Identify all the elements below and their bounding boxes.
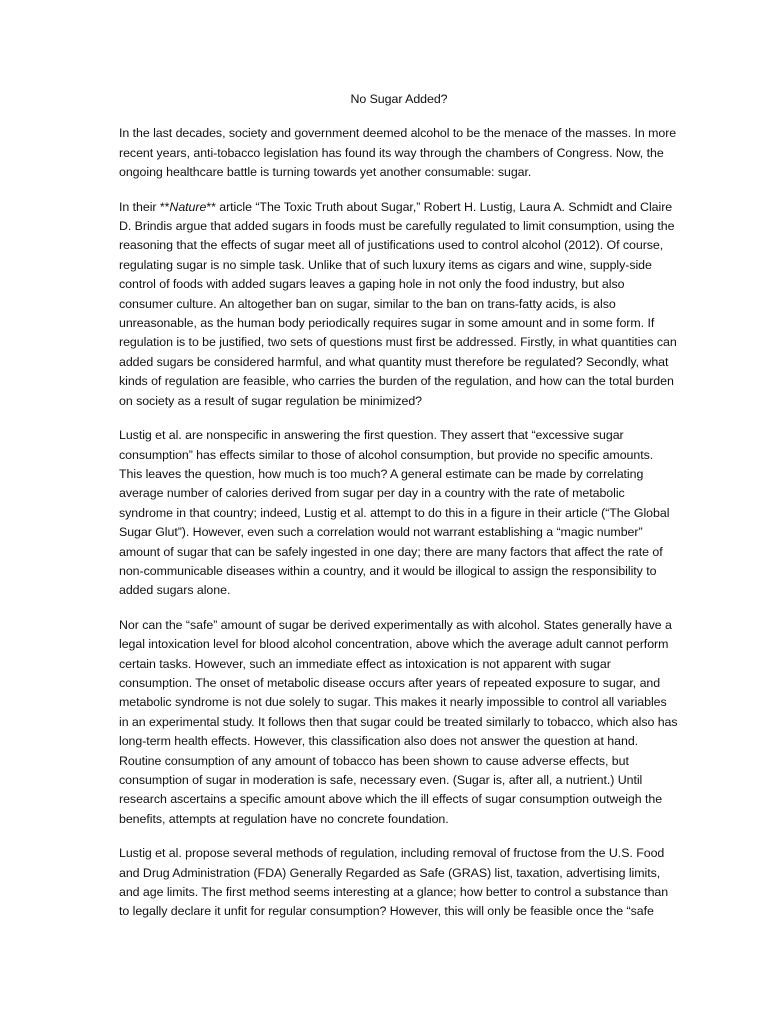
paragraph-intro-text: In the last decades, society and government deemed alcohol to be the menace of the masses. In more recent years, anti-tobacco legislation has found its way through the chambers of Congress. Now, the ongoing healthcare battle is turning towards yet another consumable: sugar. — [119, 126, 677, 180]
paragraph-regulation-methods-text: Lustig et al. propose several methods of regulation, including removal of fructose from the U.S. Food and Drug Administration (FDA) Generally Regarded as Safe (GRAS) list, taxation, advertising limits, and age limits. The first method seems interesting at a glance; how better to control a substance than to legally declare it unfit for regular consumption? However, this will only be feasible once the “safe — [119, 846, 669, 919]
paragraph-first-question — [119, 426, 679, 601]
paragraph-nature-article — [119, 198, 679, 411]
paragraph-intro — [119, 124, 679, 182]
journal-name-italic: Nature — [169, 199, 207, 214]
paragraph-nature-before: In their ** — [119, 199, 170, 214]
paragraph-safe-amount — [119, 616, 679, 829]
document-title: No Sugar Added? — [350, 92, 448, 106]
paragraph-nature-after: ** article “The Toxic Truth about Sugar,” Robert H. Lustig, Laura A. Schmidt and Claire D. Brindis argue that added sugars in foods must be carefully regulated to limit consumption, using the reasoning that the effects of sugar meet all of justifications used to control alcohol (2012). Of course, regulating sugar is no simple task. Unlike that of such luxury items as cigars and wine, supply-side control of foods with added sugars leaves a gaping hole in not only the food industry, but also consumer culture. An altogether ban on sugar, similar to the ban on trans-fatty acids, is also unreasonable, as the human body periodically requires sugar in some amount and in some form. If regulation is to be justified, two sets of questions must first be addressed. Firstly, in what quantities can added sugars be considered harmful, and what quantity must therefore be regulated? Secondly, what kinds of regulation are feasible, who carries the burden of the regulation, and how can the total burden on society as a result of sugar regulation be minimized? — [119, 199, 677, 408]
paragraph-safe-amount-text: Nor can the “safe” amount of sugar be derived experimentally as with alcohol. States generally have a legal intoxication level for blood alcohol concentration, above which the average adult cannot perform certain tasks. However, such an immediate effect as intoxication is not apparent with sugar consumption. The onset of metabolic disease occurs after years of repeated exposure to sugar, and metabolic syndrome is not due solely to sugar. This makes it nearly impossible to control all variables in an experimental study. It follows then that sugar could be treated similarly to tobacco, which also has long-term health effects. However, this classification also does not answer the question at hand. Routine consumption of any amount of tobacco has been shown to cause adverse effects, but consumption of sugar in moderation is safe, necessary even. (Sugar is, after all, a nutrient.) Until research ascertains a specific amount above which the ill effects of sugar consumption outweigh the benefits, attempts at regulation have no concrete foundation. — [119, 617, 678, 826]
paragraph-regulation-methods — [119, 844, 679, 922]
document-body — [119, 90, 679, 937]
paragraph-first-question-text: Lustig et al. are nonspecific in answering the first question. They assert that “excessive sugar consumption” has effects similar to those of alcohol consumption, but provide no specific amounts. This leaves the question, how much is too much? A general estimate can be made by correlating average number of calories derived from sugar per day in a country with the rate of metabolic syndrome in that country; indeed, Lustig et al. attempt to do this in a figure in their article (“The Global Sugar Glut”). However, even such a correlation would not warrant establishing a “magic number” amount of sugar that can be safely ingested in one day; there are many factors that affect the rate of non-communicable diseases within a country, and it would be illogical to assign the responsibility to added sugars alone. — [119, 428, 670, 598]
